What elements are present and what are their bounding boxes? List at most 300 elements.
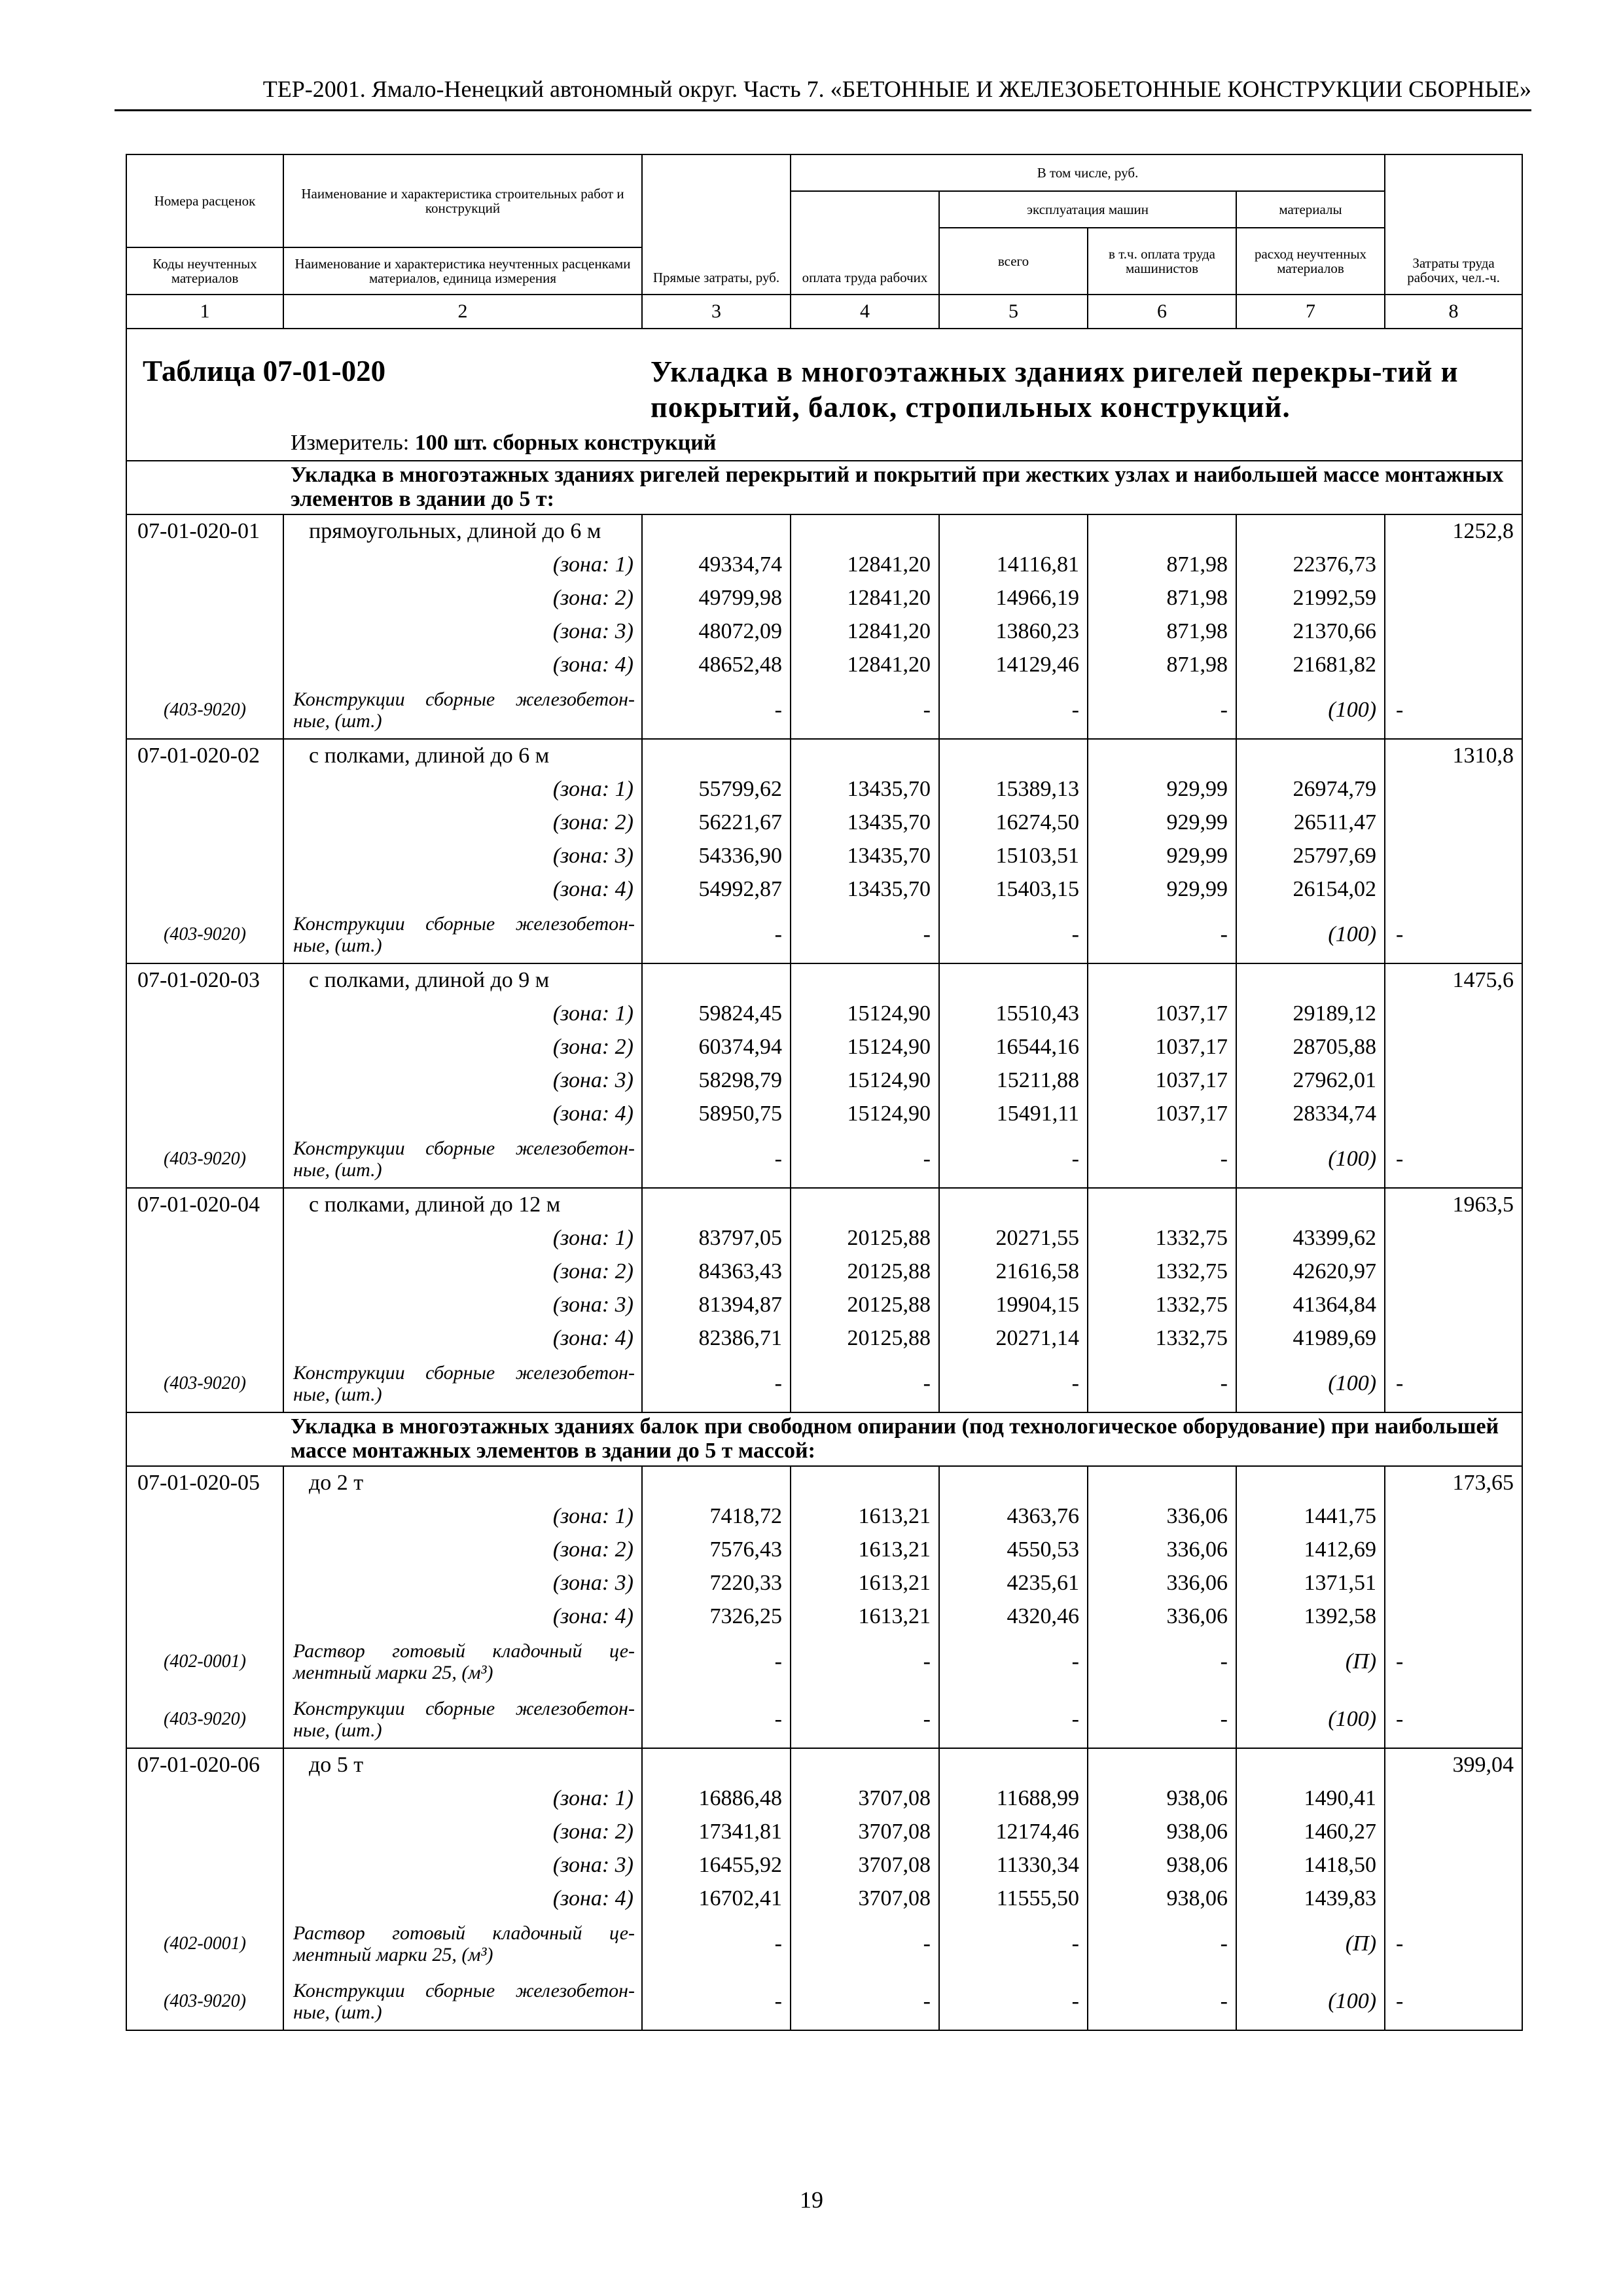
zone-direct: 7576,43 xyxy=(642,1533,791,1566)
zone-direct: 59824,45 xyxy=(642,997,791,1030)
zone-direct: 7326,25 xyxy=(642,1600,791,1633)
material-row xyxy=(126,681,1522,739)
rate-code: 07-01-020-03 xyxy=(126,963,283,997)
meter-value: 100 шт. сборных конструкций xyxy=(414,431,717,455)
zone-mat: 1371,51 xyxy=(1236,1566,1385,1600)
zone-mach: 4550,53 xyxy=(939,1533,1088,1566)
empty-value-dash: - xyxy=(939,1130,1088,1188)
rate-row xyxy=(126,1748,1522,1782)
zone-wages: 3707,08 xyxy=(791,1882,939,1915)
zone-direct: 83797,05 xyxy=(642,1221,791,1255)
zone-row xyxy=(126,1221,1522,1255)
zone-row xyxy=(126,1882,1522,1915)
zone-mach: 11688,99 xyxy=(939,1782,1088,1815)
material-code: (403-9020) xyxy=(126,681,283,739)
zone-mach-wages: 938,06 xyxy=(1088,1782,1236,1815)
zone-mach: 21616,58 xyxy=(939,1255,1088,1288)
zone-label: (зона: 1) xyxy=(283,548,642,581)
zone-direct: 54336,90 xyxy=(642,839,791,872)
zone-row xyxy=(126,997,1522,1030)
empty-value-dash: - xyxy=(1088,1973,1236,2030)
empty-value-dash: - xyxy=(1385,1973,1522,2030)
empty-value-dash: - xyxy=(642,1973,791,2030)
zone-wages: 20125,88 xyxy=(791,1255,939,1288)
zone-label: (зона: 3) xyxy=(283,1566,642,1600)
rate-code: 07-01-020-02 xyxy=(126,739,283,772)
zone-wages: 1613,21 xyxy=(791,1600,939,1633)
zone-direct: 81394,87 xyxy=(642,1288,791,1321)
zone-wages: 12841,20 xyxy=(791,548,939,581)
material-name: Конструкции сборные железобетон-ные, (шт.) xyxy=(283,1691,642,1748)
zone-label: (зона: 2) xyxy=(283,1815,642,1848)
zone-mach: 11555,50 xyxy=(939,1882,1088,1915)
zone-label: (зона: 2) xyxy=(283,1030,642,1064)
zone-wages: 15124,90 xyxy=(791,1064,939,1097)
empty-value-dash: - xyxy=(642,681,791,739)
zone-direct: 48072,09 xyxy=(642,615,791,648)
zone-wages: 20125,88 xyxy=(791,1221,939,1255)
rate-labor: 399,04 xyxy=(1385,1748,1522,1782)
zone-label: (зона: 2) xyxy=(283,1533,642,1566)
empty-value-dash: - xyxy=(1385,681,1522,739)
empty-value-dash: - xyxy=(791,681,939,739)
table-title: Укладка в многоэтажных зданиях ригелей перекры-тий и покрытий, балок, стропильных конструкций. xyxy=(651,355,1459,423)
empty-value-dash: - xyxy=(791,1633,939,1691)
zone-mach-wages: 336,06 xyxy=(1088,1533,1236,1566)
zone-mat: 43399,62 xyxy=(1236,1221,1385,1255)
empty-value-dash: - xyxy=(791,906,939,963)
zone-wages: 13435,70 xyxy=(791,772,939,806)
zone-mach-wages: 1037,17 xyxy=(1088,1064,1236,1097)
zone-mach-wages: 1037,17 xyxy=(1088,1097,1236,1130)
empty-value-dash: - xyxy=(1088,681,1236,739)
zone-mach-wages: 1037,17 xyxy=(1088,1030,1236,1064)
empty-value-dash: - xyxy=(642,1915,791,1973)
material-quantity: (П) xyxy=(1236,1915,1385,1973)
zone-row xyxy=(126,1097,1522,1130)
header-col1-bottom: Коды неучтенных материалов xyxy=(126,247,283,295)
empty-value-dash: - xyxy=(1385,1130,1522,1188)
empty-value-dash: - xyxy=(1088,1355,1236,1412)
zone-direct: 7418,72 xyxy=(642,1499,791,1533)
material-row xyxy=(126,1130,1522,1188)
page-number: 19 xyxy=(800,2187,823,2213)
empty-value-dash: - xyxy=(642,1130,791,1188)
zone-wages: 15124,90 xyxy=(791,1030,939,1064)
empty-value-dash: - xyxy=(642,1355,791,1412)
zone-mat: 1439,83 xyxy=(1236,1882,1385,1915)
zone-wages: 3707,08 xyxy=(791,1848,939,1882)
rate-code: 07-01-020-05 xyxy=(126,1466,283,1499)
empty-value-dash: - xyxy=(791,1915,939,1973)
zone-row xyxy=(126,1782,1522,1815)
zone-mat: 1392,58 xyxy=(1236,1600,1385,1633)
zone-mach-wages: 871,98 xyxy=(1088,648,1236,681)
zone-mat: 41364,84 xyxy=(1236,1288,1385,1321)
empty-value-dash: - xyxy=(1088,1915,1236,1973)
material-code: (402-0001) xyxy=(126,1915,283,1973)
material-quantity: (П) xyxy=(1236,1633,1385,1691)
section-heading-row xyxy=(126,1412,1522,1466)
header-row-1 xyxy=(126,154,1522,191)
zone-row xyxy=(126,1255,1522,1288)
zone-mat: 28334,74 xyxy=(1236,1097,1385,1130)
zone-mat: 1460,27 xyxy=(1236,1815,1385,1848)
column-number: 1 xyxy=(126,295,283,329)
zone-row xyxy=(126,772,1522,806)
meter-label: Измеритель: xyxy=(291,431,410,455)
zone-label: (зона: 1) xyxy=(283,772,642,806)
zone-label: (зона: 4) xyxy=(283,648,642,681)
zone-mach: 14966,19 xyxy=(939,581,1088,615)
zone-mach-wages: 871,98 xyxy=(1088,615,1236,648)
zone-label: (зона: 3) xyxy=(283,1848,642,1882)
rates-table xyxy=(126,154,1523,2031)
zone-label: (зона: 4) xyxy=(283,1882,642,1915)
zone-direct: 49334,74 xyxy=(642,548,791,581)
header-col7: расход неучтенных материалов xyxy=(1236,228,1385,295)
zone-mach-wages: 929,99 xyxy=(1088,806,1236,839)
zone-wages: 1613,21 xyxy=(791,1499,939,1533)
zone-mach: 4235,61 xyxy=(939,1566,1088,1600)
empty-value-dash: - xyxy=(1088,1130,1236,1188)
zone-label: (зона: 3) xyxy=(283,839,642,872)
material-code: (403-9020) xyxy=(126,1691,283,1748)
zone-wages: 12841,20 xyxy=(791,648,939,681)
zone-row xyxy=(126,872,1522,906)
rate-name: с полками, длиной до 6 м xyxy=(283,739,642,772)
zone-direct: 16886,48 xyxy=(642,1782,791,1815)
column-numbers-row xyxy=(126,295,1522,329)
zone-mach: 15389,13 xyxy=(939,772,1088,806)
empty-value-dash: - xyxy=(791,1691,939,1748)
empty-value-dash: - xyxy=(791,1130,939,1188)
material-name: Конструкции сборные железобетон-ные, (шт.) xyxy=(283,681,642,739)
zone-mach-wages: 871,98 xyxy=(1088,548,1236,581)
zone-row xyxy=(126,1600,1522,1633)
zone-wages: 12841,20 xyxy=(791,615,939,648)
zone-direct: 56221,67 xyxy=(642,806,791,839)
zone-mach-wages: 929,99 xyxy=(1088,839,1236,872)
zone-mach: 20271,55 xyxy=(939,1221,1088,1255)
zone-row xyxy=(126,548,1522,581)
rate-name: до 2 т xyxy=(283,1466,642,1499)
header-col5: всего xyxy=(939,228,1088,295)
material-quantity: (100) xyxy=(1236,1355,1385,1412)
zone-row xyxy=(126,1533,1522,1566)
zone-label: (зона: 2) xyxy=(283,806,642,839)
zone-mach: 11330,34 xyxy=(939,1848,1088,1882)
material-code: (403-9020) xyxy=(126,1130,283,1188)
zone-mach: 13860,23 xyxy=(939,615,1088,648)
zone-row xyxy=(126,1815,1522,1848)
zone-mat: 27962,01 xyxy=(1236,1064,1385,1097)
table-title-block xyxy=(126,329,1522,461)
zone-direct: 58298,79 xyxy=(642,1064,791,1097)
material-name: Конструкции сборные железобетон-ные, (шт.) xyxy=(283,1355,642,1412)
zone-row xyxy=(126,581,1522,615)
empty-value-dash: - xyxy=(1385,1915,1522,1973)
zone-direct: 49799,98 xyxy=(642,581,791,615)
empty-value-dash: - xyxy=(939,906,1088,963)
empty-value-dash: - xyxy=(939,681,1088,739)
rates-table-body xyxy=(126,154,1522,2030)
rate-code: 07-01-020-01 xyxy=(126,514,283,548)
material-name: Раствор готовый кладочный це-ментный марки 25, (м³) xyxy=(283,1915,642,1973)
column-number: 7 xyxy=(1236,295,1385,329)
zone-row xyxy=(126,1321,1522,1355)
zone-mach: 4363,76 xyxy=(939,1499,1088,1533)
zone-mat: 26974,79 xyxy=(1236,772,1385,806)
material-row xyxy=(126,1633,1522,1691)
zone-label: (зона: 1) xyxy=(283,997,642,1030)
zone-mat: 1412,69 xyxy=(1236,1533,1385,1566)
material-name: Конструкции сборные железобетон-ные, (шт.) xyxy=(283,1973,642,2030)
rate-labor: 1475,6 xyxy=(1385,963,1522,997)
zone-mach: 14116,81 xyxy=(939,548,1088,581)
zone-mach-wages: 1332,75 xyxy=(1088,1221,1236,1255)
zone-direct: 48652,48 xyxy=(642,648,791,681)
material-quantity: (100) xyxy=(1236,1973,1385,2030)
empty-value-dash: - xyxy=(642,906,791,963)
zone-mat: 22376,73 xyxy=(1236,548,1385,581)
rate-row xyxy=(126,514,1522,548)
column-number: 8 xyxy=(1385,295,1522,329)
zone-mach: 12174,46 xyxy=(939,1815,1088,1848)
header-col2-bottom: Наименование и характеристика неучтенных расценками материалов, единица измерения xyxy=(283,247,642,295)
section-heading-row xyxy=(126,461,1522,514)
zone-label: (зона: 4) xyxy=(283,1600,642,1633)
column-number: 5 xyxy=(939,295,1088,329)
zone-mach-wages: 938,06 xyxy=(1088,1815,1236,1848)
empty-value-dash: - xyxy=(939,1633,1088,1691)
rate-name: с полками, длиной до 9 м xyxy=(283,963,642,997)
zone-mach: 4320,46 xyxy=(939,1600,1088,1633)
zone-row xyxy=(126,1064,1522,1097)
zone-wages: 3707,08 xyxy=(791,1782,939,1815)
material-quantity: (100) xyxy=(1236,1691,1385,1748)
empty-value-dash: - xyxy=(791,1973,939,2030)
zone-mach-wages: 1332,75 xyxy=(1088,1321,1236,1355)
zone-mat: 26154,02 xyxy=(1236,872,1385,906)
rate-labor: 1310,8 xyxy=(1385,739,1522,772)
header-col2-top: Наименование и характеристика строительных работ и конструкций xyxy=(283,154,642,247)
zone-mach-wages: 1332,75 xyxy=(1088,1255,1236,1288)
material-code: (403-9020) xyxy=(126,1973,283,2030)
zone-mach: 15103,51 xyxy=(939,839,1088,872)
zone-mat: 41989,69 xyxy=(1236,1321,1385,1355)
zone-label: (зона: 4) xyxy=(283,1097,642,1130)
zone-label: (зона: 3) xyxy=(283,615,642,648)
rate-name: прямоугольных, длиной до 6 м xyxy=(283,514,642,548)
material-row xyxy=(126,1973,1522,2030)
zone-mach-wages: 336,06 xyxy=(1088,1600,1236,1633)
zone-mach: 15403,15 xyxy=(939,872,1088,906)
header-col3: Прямые затраты, руб. xyxy=(642,154,791,295)
zone-direct: 58950,75 xyxy=(642,1097,791,1130)
material-name: Конструкции сборные железобетон-ные, (шт.) xyxy=(283,906,642,963)
empty-value-dash: - xyxy=(1088,1633,1236,1691)
material-row xyxy=(126,1691,1522,1748)
material-row xyxy=(126,1355,1522,1412)
rate-row xyxy=(126,1466,1522,1499)
material-code: (402-0001) xyxy=(126,1633,283,1691)
zone-row xyxy=(126,839,1522,872)
material-code: (403-9020) xyxy=(126,1355,283,1412)
zone-wages: 1613,21 xyxy=(791,1533,939,1566)
empty-value-dash: - xyxy=(1088,906,1236,963)
zone-wages: 15124,90 xyxy=(791,997,939,1030)
table-title-row xyxy=(126,329,1522,461)
empty-value-dash: - xyxy=(791,1355,939,1412)
material-quantity: (100) xyxy=(1236,906,1385,963)
table-number: Таблица 07-01-020 xyxy=(143,355,386,387)
material-name: Конструкции сборные железобетон-ные, (шт.) xyxy=(283,1130,642,1188)
zone-mach: 15491,11 xyxy=(939,1097,1088,1130)
zone-mach-wages: 929,99 xyxy=(1088,872,1236,906)
header-materials: материалы xyxy=(1236,191,1385,228)
zone-mach-wages: 929,99 xyxy=(1088,772,1236,806)
zone-row xyxy=(126,1288,1522,1321)
zone-mach: 15211,88 xyxy=(939,1064,1088,1097)
column-number: 3 xyxy=(642,295,791,329)
material-row xyxy=(126,1915,1522,1973)
zone-wages: 20125,88 xyxy=(791,1288,939,1321)
zone-mach-wages: 938,06 xyxy=(1088,1848,1236,1882)
empty-value-dash: - xyxy=(939,1691,1088,1748)
zone-label: (зона: 1) xyxy=(283,1782,642,1815)
header-col6: в т.ч. оплата труда машинистов xyxy=(1088,228,1236,295)
zone-mat: 28705,88 xyxy=(1236,1030,1385,1064)
empty-value-dash: - xyxy=(939,1355,1088,1412)
zone-direct: 82386,71 xyxy=(642,1321,791,1355)
rate-code: 07-01-020-06 xyxy=(126,1748,283,1782)
header-col4: оплата труда рабочих xyxy=(791,191,939,295)
zone-wages: 20125,88 xyxy=(791,1321,939,1355)
zone-label: (зона: 4) xyxy=(283,872,642,906)
empty-value-dash: - xyxy=(642,1633,791,1691)
zone-row xyxy=(126,648,1522,681)
empty-value-dash: - xyxy=(939,1973,1088,2030)
header-col8: Затраты труда рабочих, чел.-ч. xyxy=(1385,154,1522,295)
zone-mach: 15510,43 xyxy=(939,997,1088,1030)
zone-mat: 1490,41 xyxy=(1236,1782,1385,1815)
empty-value-dash: - xyxy=(939,1915,1088,1973)
empty-value-dash: - xyxy=(1385,1355,1522,1412)
zone-direct: 55799,62 xyxy=(642,772,791,806)
zone-label: (зона: 1) xyxy=(283,1221,642,1255)
empty-value-dash: - xyxy=(1088,1691,1236,1748)
zone-mach: 20271,14 xyxy=(939,1321,1088,1355)
rate-row xyxy=(126,963,1522,997)
material-quantity: (100) xyxy=(1236,1130,1385,1188)
zone-wages: 1613,21 xyxy=(791,1566,939,1600)
empty-value-dash: - xyxy=(642,1691,791,1748)
zone-mach-wages: 1332,75 xyxy=(1088,1288,1236,1321)
zone-mat: 42620,97 xyxy=(1236,1255,1385,1288)
zone-mach-wages: 1037,17 xyxy=(1088,997,1236,1030)
column-number: 6 xyxy=(1088,295,1236,329)
zone-row xyxy=(126,615,1522,648)
zone-mat: 25797,69 xyxy=(1236,839,1385,872)
material-code: (403-9020) xyxy=(126,906,283,963)
zone-mach-wages: 336,06 xyxy=(1088,1499,1236,1533)
zone-label: (зона: 2) xyxy=(283,581,642,615)
zone-mach-wages: 336,06 xyxy=(1088,1566,1236,1600)
zone-mach: 19904,15 xyxy=(939,1288,1088,1321)
running-header-title: ТЕР-2001. Ямало-Ненецкий автономный округ. Часть 7. «БЕТОННЫЕ И ЖЕЛЕЗОБЕТОННЫЕ КОНСТРУКЦИИ СБОРНЫЕ» xyxy=(262,76,1531,102)
zone-direct: 60374,94 xyxy=(642,1030,791,1064)
rate-code: 07-01-020-04 xyxy=(126,1188,283,1221)
zone-label: (зона: 3) xyxy=(283,1288,642,1321)
zone-row xyxy=(126,806,1522,839)
header-machines: эксплуатация машин xyxy=(939,191,1236,228)
zone-direct: 17341,81 xyxy=(642,1815,791,1848)
zone-row xyxy=(126,1030,1522,1064)
zone-mat: 21370,66 xyxy=(1236,615,1385,648)
material-name: Раствор готовый кладочный це-ментный марки 25, (м³) xyxy=(283,1633,642,1691)
zone-wages: 15124,90 xyxy=(791,1097,939,1130)
section-heading: Укладка в многоэтажных зданиях ригелей перекрытий и покрытий при жестких узлах и наибольшей массе монтажных элементов в здании до 5 т: xyxy=(126,461,1522,514)
empty-value-dash: - xyxy=(1385,1691,1522,1748)
rate-labor: 173,65 xyxy=(1385,1466,1522,1499)
zone-direct: 16702,41 xyxy=(642,1882,791,1915)
rate-name: до 5 т xyxy=(283,1748,642,1782)
zone-wages: 3707,08 xyxy=(791,1815,939,1848)
rate-labor: 1252,8 xyxy=(1385,514,1522,548)
header-incl: В том числе, руб. xyxy=(791,154,1385,191)
empty-value-dash: - xyxy=(1385,1633,1522,1691)
table-meter xyxy=(291,431,716,456)
zone-mach-wages: 871,98 xyxy=(1088,581,1236,615)
zone-direct: 54992,87 xyxy=(642,872,791,906)
zone-mach-wages: 938,06 xyxy=(1088,1882,1236,1915)
zone-mat: 21992,59 xyxy=(1236,581,1385,615)
zone-mat: 26511,47 xyxy=(1236,806,1385,839)
zone-wages: 13435,70 xyxy=(791,839,939,872)
zone-mat: 1441,75 xyxy=(1236,1499,1385,1533)
zone-row xyxy=(126,1499,1522,1533)
rate-row xyxy=(126,739,1522,772)
zone-wages: 12841,20 xyxy=(791,581,939,615)
zone-label: (зона: 2) xyxy=(283,1255,642,1288)
zone-row xyxy=(126,1566,1522,1600)
zone-mach: 16544,16 xyxy=(939,1030,1088,1064)
column-number: 2 xyxy=(283,295,642,329)
zone-mach: 16274,50 xyxy=(939,806,1088,839)
zone-label: (зона: 3) xyxy=(283,1064,642,1097)
zone-direct: 16455,92 xyxy=(642,1848,791,1882)
material-quantity: (100) xyxy=(1236,681,1385,739)
zone-direct: 84363,43 xyxy=(642,1255,791,1288)
zone-wages: 13435,70 xyxy=(791,872,939,906)
column-number: 4 xyxy=(791,295,939,329)
zone-wages: 13435,70 xyxy=(791,806,939,839)
empty-value-dash: - xyxy=(1385,906,1522,963)
zone-label: (зона: 4) xyxy=(283,1321,642,1355)
rate-name: с полками, длиной до 12 м xyxy=(283,1188,642,1221)
zone-mat: 29189,12 xyxy=(1236,997,1385,1030)
header-col1-top: Номера расценок xyxy=(126,154,283,247)
zone-direct: 7220,33 xyxy=(642,1566,791,1600)
zone-mat: 21681,82 xyxy=(1236,648,1385,681)
section-heading: Укладка в многоэтажных зданиях балок при свободном опирании (под технологическое оборудование) при наибольшей массе монтажных элементов в здании до 5 т массой: xyxy=(126,1412,1522,1466)
running-header xyxy=(115,62,1531,111)
rate-row xyxy=(126,1188,1522,1221)
zone-label: (зона: 1) xyxy=(283,1499,642,1533)
rate-labor: 1963,5 xyxy=(1385,1188,1522,1221)
zone-mat: 1418,50 xyxy=(1236,1848,1385,1882)
